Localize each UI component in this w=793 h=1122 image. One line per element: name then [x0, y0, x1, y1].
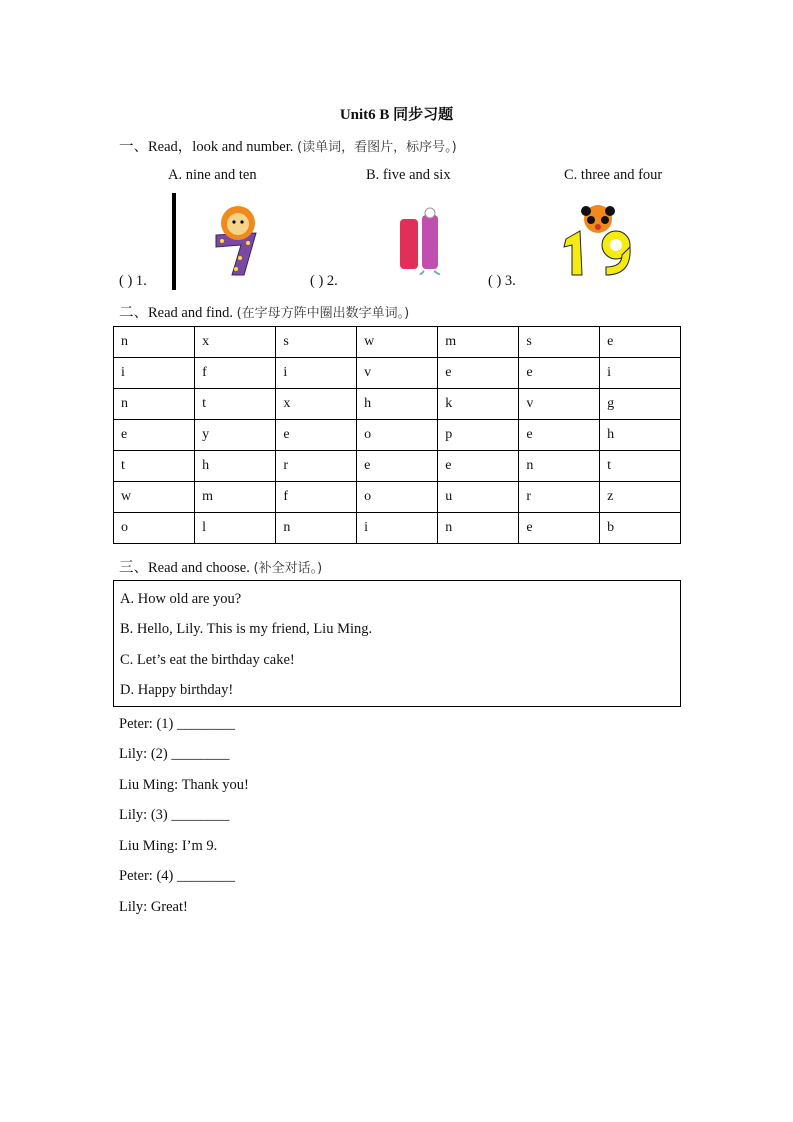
- grid-cell: y: [195, 420, 276, 451]
- heading-text: 一、Read，look and number.: [119, 139, 294, 155]
- grid-cell: i: [600, 358, 681, 389]
- dialogue-line: Peter: (1) ________: [119, 716, 235, 732]
- nineteen-panda-icon: [560, 203, 640, 279]
- grid-cell: z: [600, 482, 681, 513]
- dialogue-line: Lily: (3) ________: [119, 807, 230, 823]
- grid-cell: x: [195, 327, 276, 358]
- grid-cell: w: [357, 327, 438, 358]
- page-title: Unit6 B 同步习题: [339, 107, 454, 123]
- grid-cell: v: [357, 358, 438, 389]
- grid-cell: e: [276, 420, 357, 451]
- grid-cell: h: [357, 389, 438, 420]
- seven-lion-icon: [208, 203, 268, 279]
- grid-cell: k: [438, 389, 519, 420]
- blank-2: ( ) 2.: [310, 273, 338, 289]
- choice-c: C. Let’s eat the birthday cake!: [120, 652, 295, 668]
- grid-cell: h: [195, 451, 276, 482]
- section1-heading: [119, 135, 457, 156]
- option-a: A. nine and ten: [168, 167, 257, 183]
- option-b: B. five and six: [366, 167, 451, 183]
- grid-cell: v: [519, 389, 600, 420]
- letter-grid: [113, 326, 681, 544]
- blank-3: ( ) 3.: [488, 273, 516, 289]
- grid-cell: t: [600, 451, 681, 482]
- grid-cell: n: [114, 327, 195, 358]
- choices-box: [113, 580, 681, 707]
- dialogue-line: Peter: (4) ________: [119, 868, 235, 884]
- grid-cell: m: [438, 327, 519, 358]
- blank-1: ( ) 1.: [119, 273, 147, 289]
- section2-heading: [119, 301, 409, 322]
- grid-cell: p: [438, 420, 519, 451]
- grid-row: [114, 358, 681, 389]
- eleven-icon: [396, 205, 452, 275]
- grid-cell: o: [114, 513, 195, 544]
- section3-heading: [119, 556, 322, 577]
- grid-cell: w: [114, 482, 195, 513]
- grid-cell: n: [438, 513, 519, 544]
- grid-cell: o: [357, 420, 438, 451]
- heading-text: 二、Read and find.: [119, 305, 233, 321]
- grid-cell: r: [276, 451, 357, 482]
- dialogue-line: Liu Ming: I’m 9.: [119, 838, 218, 854]
- grid-cell: u: [438, 482, 519, 513]
- grid-row: [114, 451, 681, 482]
- heading-note: (在字母方阵中圈出数字单词。): [236, 306, 410, 321]
- grid-row: [114, 482, 681, 513]
- grid-cell: e: [357, 451, 438, 482]
- grid-cell: e: [519, 358, 600, 389]
- choice-d: D. Happy birthday!: [120, 682, 234, 698]
- grid-cell: f: [195, 358, 276, 389]
- grid-cell: t: [195, 389, 276, 420]
- grid-row: [114, 327, 681, 358]
- dialogue-line: Liu Ming: Thank you!: [119, 777, 249, 793]
- grid-cell: s: [276, 327, 357, 358]
- grid-cell: e: [519, 513, 600, 544]
- dialogue-line: Lily: Great!: [119, 899, 188, 915]
- option-c: C. three and four: [564, 167, 663, 183]
- grid-cell: o: [357, 482, 438, 513]
- grid-cell: f: [276, 482, 357, 513]
- grid-cell: s: [519, 327, 600, 358]
- grid-cell: e: [600, 327, 681, 358]
- heading-note: (补全对话。): [253, 561, 323, 576]
- grid-cell: e: [438, 358, 519, 389]
- grid-cell: e: [438, 451, 519, 482]
- choice-b: B. Hello, Lily. This is my friend, Liu Ming.: [120, 621, 373, 637]
- grid-cell: n: [519, 451, 600, 482]
- grid-cell: i: [357, 513, 438, 544]
- grid-cell: h: [600, 420, 681, 451]
- grid-row: [114, 389, 681, 420]
- grid-cell: i: [114, 358, 195, 389]
- grid-cell: e: [519, 420, 600, 451]
- grid-cell: g: [600, 389, 681, 420]
- grid-cell: r: [519, 482, 600, 513]
- grid-cell: e: [114, 420, 195, 451]
- dialogue-line: Lily: (2) ________: [119, 746, 230, 762]
- heading-text: 三、Read and choose.: [119, 560, 250, 576]
- choice-a: A. How old are you?: [120, 591, 242, 607]
- vertical-bar: [172, 193, 176, 290]
- grid-cell: i: [276, 358, 357, 389]
- grid-cell: m: [195, 482, 276, 513]
- grid-cell: n: [114, 389, 195, 420]
- grid-cell: x: [276, 389, 357, 420]
- grid-row: [114, 420, 681, 451]
- grid-cell: b: [600, 513, 681, 544]
- grid-row: [114, 513, 681, 544]
- grid-cell: t: [114, 451, 195, 482]
- grid-cell: n: [276, 513, 357, 544]
- grid-cell: l: [195, 513, 276, 544]
- heading-note: (读单词，看图片，标序号。): [297, 140, 457, 155]
